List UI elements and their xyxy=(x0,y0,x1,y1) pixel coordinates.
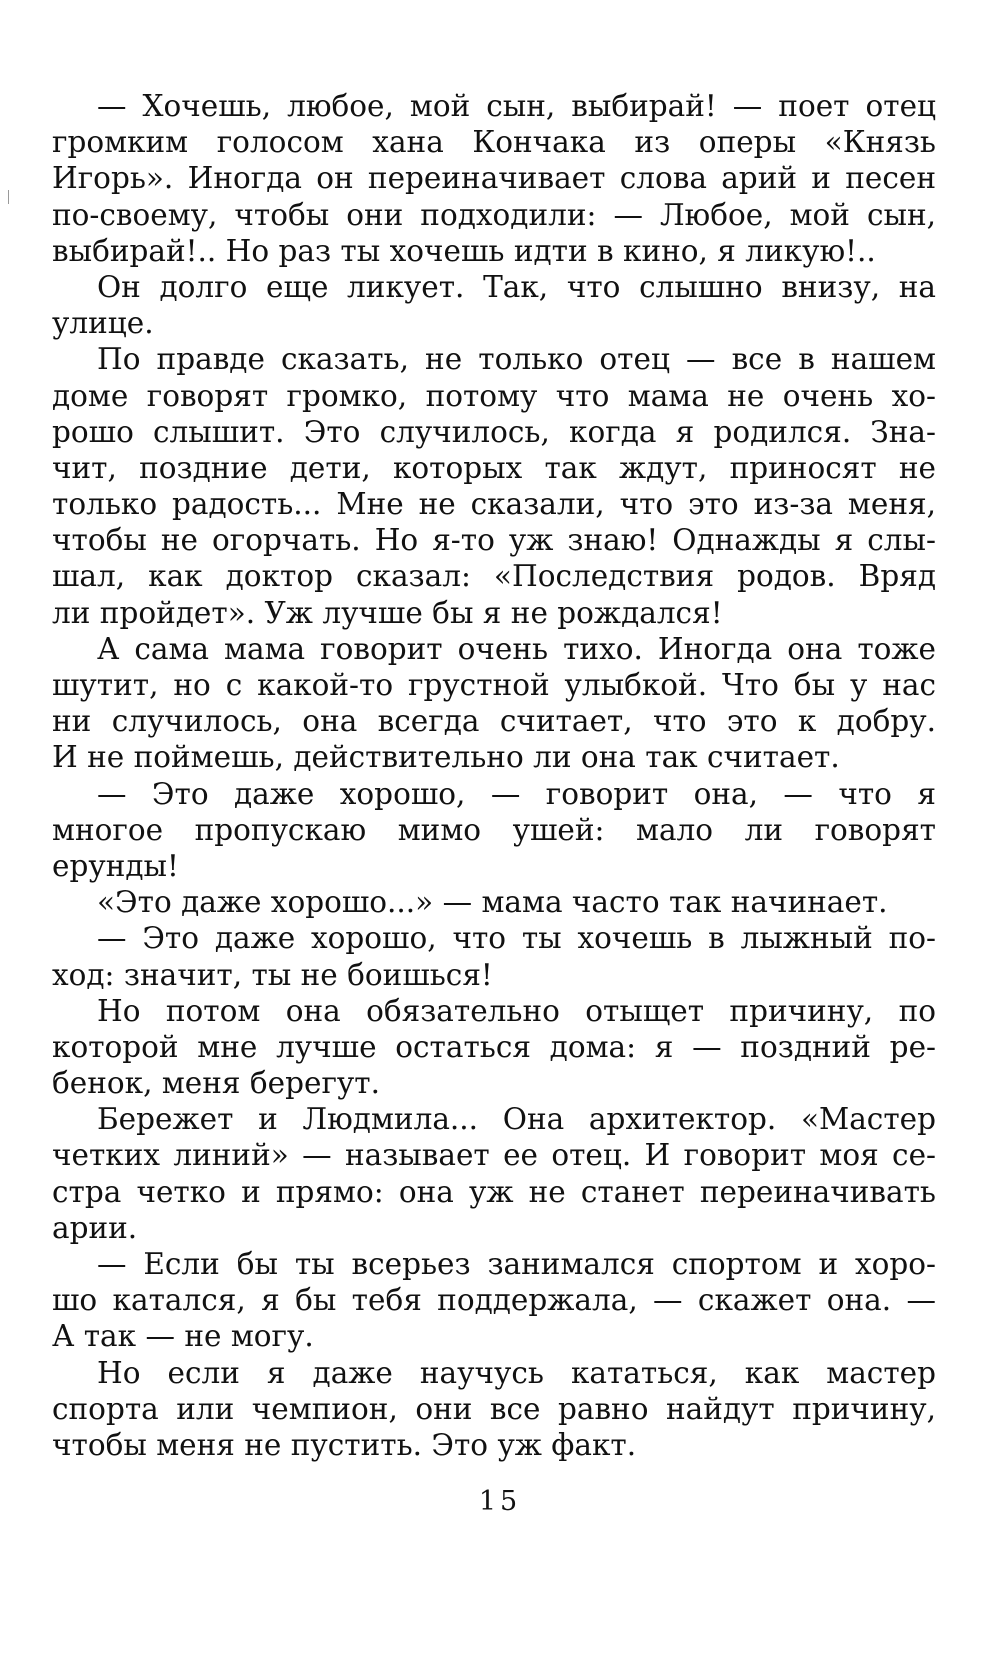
paragraph xyxy=(52,631,936,776)
text-line: По правде сказать, не только отец — все в нашем xyxy=(97,342,936,377)
text-line: Но потом она обязательно отыщет причину, по xyxy=(97,993,936,1028)
text-line: — Если бы ты всерьез занимался спортом и хоро- xyxy=(97,1247,936,1281)
text-line: выбирай!.. Но раз ты хочешь идти в кино, я ликую!.. xyxy=(52,233,876,268)
paragraph xyxy=(52,269,936,341)
text-line: четких линий» — называет ее отец. И говорит моя се- xyxy=(52,1138,936,1173)
text-line: ход: значит, ты не боишься! xyxy=(52,957,493,992)
text-line: — Это даже хорошо, — говорит она, — что я xyxy=(97,776,936,811)
page-number: 15 xyxy=(478,1486,522,1517)
text-line: шал, как доктор сказал: «Последствия родов. Вряд xyxy=(52,559,936,594)
text-line: ли пройдет». Уж лучше бы я не рождался! xyxy=(52,595,723,630)
paragraph xyxy=(52,88,936,269)
page-text xyxy=(52,88,936,1463)
text-line: Игорь». Иногда он переиначивает слова арий и песен xyxy=(52,161,936,196)
text-line: Бережет и Людмила... Она архитектор. «Мастер xyxy=(97,1102,936,1137)
paragraph xyxy=(52,776,936,885)
paragraph xyxy=(52,1246,936,1355)
text-line: ни случилось, она всегда считает, что это к добру. xyxy=(52,704,936,739)
text-line: чтобы не огорчать. Но я-то уж знаю! Однажды я слы- xyxy=(52,523,936,558)
paragraph xyxy=(52,884,936,920)
text-line: громким голосом хана Кончака из оперы «Князь xyxy=(52,125,936,160)
text-line: чит, поздние дети, которых так ждут, приносят не xyxy=(52,450,936,485)
text-line: только радость... Мне не сказали, что это из-за меня, xyxy=(52,487,936,522)
text-line: — Хочешь, любое, мой сын, выбирай! — поет отец xyxy=(97,89,936,123)
text-line: «Это даже хорошо...» — мама часто так начинает. xyxy=(97,885,888,920)
text-line: рошо слышит. Это случилось, когда я родился. Зна- xyxy=(52,414,936,449)
text-line: бенок, меня берегут. xyxy=(52,1066,380,1101)
text-line: И не поймешь, действительно ли она так считает. xyxy=(52,740,840,775)
paragraph xyxy=(52,920,936,992)
text-line: Но если я даже научусь кататься, как мастер xyxy=(97,1355,936,1390)
text-line: — Это даже хорошо, что ты хочешь в лыжный по- xyxy=(97,921,936,956)
text-line: многое пропускаю мимо ушей: мало ли говорят xyxy=(52,812,936,847)
text-line: чтобы меня не пустить. Это уж факт. xyxy=(52,1427,637,1462)
text-line: по-своему, чтобы они подходили: — Любое, мой сын, xyxy=(52,197,936,232)
text-line: доме говорят громко, потому что мама не очень хо- xyxy=(52,378,936,413)
paragraph xyxy=(52,1101,936,1246)
text-line: стра четко и прямо: она уж не станет переиначивать xyxy=(52,1174,936,1209)
margin-mark xyxy=(8,190,9,204)
text-line: А так — не могу. xyxy=(52,1319,314,1354)
text-line: шо катался, я бы тебя поддержала, — скажет она. — xyxy=(52,1283,936,1318)
text-line: спорта или чемпион, они все равно найдут причину, xyxy=(52,1391,936,1426)
text-line: А сама мама говорит очень тихо. Иногда она тоже xyxy=(97,631,936,666)
paragraph xyxy=(52,993,936,1102)
paragraph xyxy=(52,1355,936,1464)
text-line: Он долго еще ликует. Так, что слышно внизу, на xyxy=(97,269,936,304)
text-line: арии. xyxy=(52,1210,138,1245)
text-line: которой мне лучше остаться дома: я — поздний ре- xyxy=(52,1029,936,1064)
text-line: улице. xyxy=(52,306,154,341)
text-line: шутит, но с какой-то грустной улыбкой. Что бы у нас xyxy=(52,668,936,702)
text-line: ерунды! xyxy=(52,848,179,883)
paragraph xyxy=(52,341,936,631)
